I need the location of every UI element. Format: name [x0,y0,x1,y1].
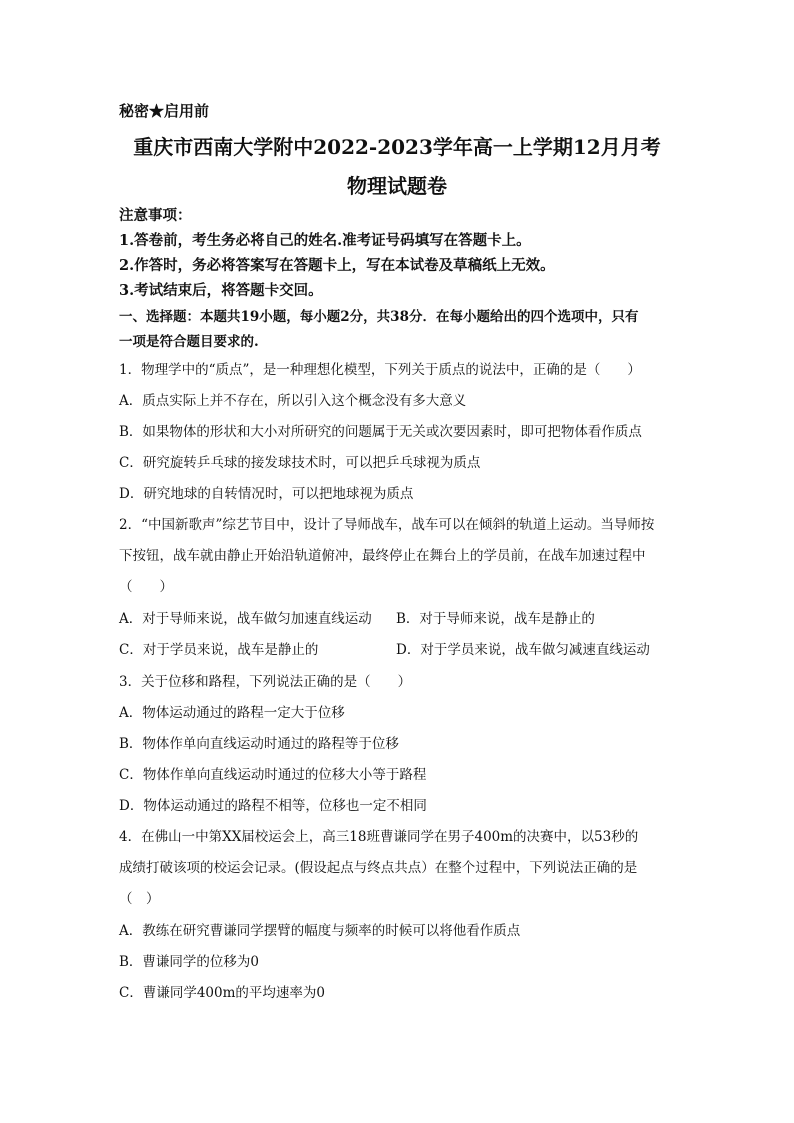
q2-stem-line1: 2．“中国新歌声”综艺节目中，设计了导师战车，战车可以在倾斜的轨道上运动。当导师按 [119,517,655,533]
q4-stem-line1: 4．在佛山一中第XX届校运会上，高三18班曹谦同学在男子400m的决赛中，以53秒的 [119,829,639,845]
q4-stem-line2: 成绩打破该项的校运会记录。(假设起点与终点共点）在整个过程中，下列说法正确的是 [119,860,638,876]
q2-option-b: B．对于导师来说，战车是静止的 [396,611,595,627]
exam-title: 重庆市西南大学附中2022-2023学年高一上学期12月月考 [133,135,661,159]
q2-answer-paren: （ ） [119,579,173,595]
q1-option-d: D．研究地球的自转情况时，可以把地球视为质点 [119,486,414,502]
section-heading-line1: 一、选择题：本题共19小题，每小题2分，共38分．在每小题给出的四个选项中，只有 [119,309,639,325]
q4-option-c: C．曹谦同学400m的平均速率为0 [119,985,325,1001]
q4-option-a: A．教练在研究曹谦同学摆臂的幅度与频率的时候可以将他看作质点 [119,923,521,939]
notice-item-2: 2.作答时，务必将答案写在答题卡上，写在本试卷及草稿纸上无效。 [119,257,555,274]
q3-option-c: C．物体作单向直线运动时通过的位移大小等于路程 [119,767,427,783]
q2-option-c: C．对于学员来说，战车是静止的 [119,642,319,658]
q4-option-b: B．曹谦同学的位移为0 [119,954,260,970]
exam-subtitle: 物理试题卷 [347,174,447,198]
q1-option-a: A．质点实际上并不存在，所以引入这个概念没有多大意义 [119,393,467,409]
q2-option-d: D．对于学员来说，战车做匀减速直线运动 [396,642,650,658]
confidential-label: 秘密★启用前 [119,102,210,120]
q3-option-d: D．物体运动通过的路程不相等，位移也一定不相同 [119,798,427,814]
section-heading-line2: 一项是符合题目要求的. [119,334,259,350]
notice-item-3: 3.考试结束后，将答题卡交回。 [119,282,323,299]
q2-stem-line2: 下按钮，战车就由静止开始沿轨道俯冲，最终停止在舞台上的学员前，在战车加速过程中 [119,548,646,564]
q2-option-a: A．对于导师来说，战车做匀加速直线运动 [119,611,372,627]
q3-stem: 3．关于位移和路程，下列说法正确的是（ ） [119,674,412,690]
notice-item-1: 1.答卷前，考生务必将自己的姓名.准考证号码填写在答题卡上。 [119,232,531,249]
q3-option-b: B．物体作单向直线运动时通过的路程等于位移 [119,736,399,752]
q1-option-b: B．如果物体的形状和大小对所研究的问题属于无关或次要因素时，即可把物体看作质点 [119,424,642,440]
q1-stem: 1．物理学中的“质点”，是一种理想化模型，下列关于质点的说法中，正确的是（ ） [119,362,641,378]
notice-heading: 注意事项： [119,207,192,224]
q3-option-a: A．物体运动通过的路程一定大于位移 [119,705,345,721]
q1-option-c: C．研究旋转乒乓球的接发球技术时，可以把乒乓球视为质点 [119,455,481,471]
q4-answer-paren: （ ） [119,891,160,907]
